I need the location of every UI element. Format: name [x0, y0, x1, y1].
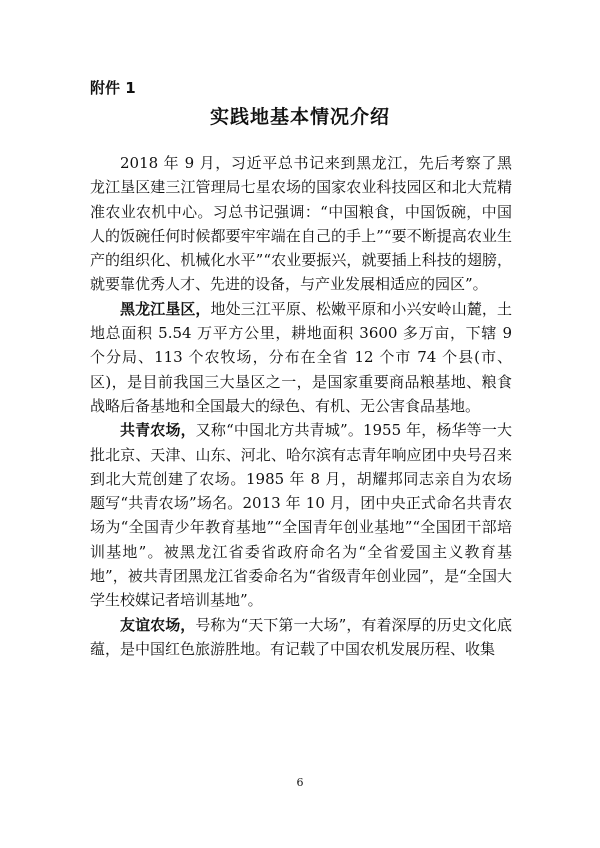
paragraph-lead: 共青农场，: [120, 421, 196, 440]
paragraph-text: 又称“中国北方共青城”。1955 年，杨华等一大批北京、天津、山东、河北、哈尔滨有志青年响应团中央号召来到北大荒创建了农场。1985 年 8 月，胡耀邦同志亲自为农场题写“共青农场”场名。2013 年 10 月，团中央正式命名共青农场为“全国青少年教育基地”“全国青年创业基地”“全国团干部培训基地”。被黑龙江省委省政府命名为“全省爱国主义教育基地”，被共青团黑龙江省委命名为“省级青年创业园”，是“全国大学生校媒记者培训基地”。: [90, 421, 512, 610]
attachment-label: 附件 1: [90, 79, 136, 97]
document-title: 实践地基本情况介绍: [209, 106, 390, 128]
paragraph-text: 2018 年 9 月，习近平总书记来到黑龙江，先后考察了黑龙江垦区建三江管理局七星农场的国家农业科技园区和北大荒精准农业农机中心。习总书记强调：“中国粮食，中国饭碗，中国人的饭碗任何时候都要牢牢端在自己的手上”“要不断提高农业生产的组织化、机械化水平”“农业要振兴，就要插上科技的翅膀，就要靠优秀人才、先进的设备，与产业发展相适应的园区”。: [90, 154, 512, 294]
paragraph-text: 号称为“天下第一大场”，有着深厚的历史文化底蕴，是中国红色旅游胜地。有记载了中国农机发展历程、收集: [90, 615, 512, 658]
paragraph-gongqing-farm: [90, 418, 512, 612]
paragraph-intro: [90, 151, 512, 297]
paragraph-lead: 友谊农场，: [120, 615, 196, 634]
paragraph-text: 地处三江平原、松嫩平原和小兴安岭山麓，土地总面积 5.54 万平方公里，耕地面积 3600 多万亩，下辖 9 个分局、113 个农牧场，分布在全省 12 个市 74 个县(市、区)，是目前我国三大垦区之一，是国家重要商品粮基地、粮食战略后备基地和全国最大的绿色、有机、无公害食品基地。: [90, 299, 512, 415]
paragraph-youyi-farm: [90, 613, 512, 662]
paragraph-heilongjiang-reclamation: [90, 297, 512, 418]
document-body: [90, 151, 512, 661]
page-number: 6: [296, 776, 304, 789]
paragraph-lead: 黑龙江垦区，: [120, 299, 211, 318]
